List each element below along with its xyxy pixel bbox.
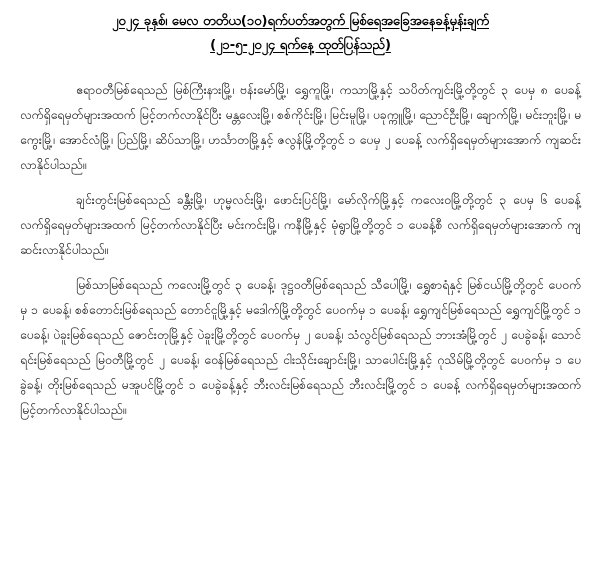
paragraph-ayeyarwady-river: ဧရာဝတီမြစ်ရေသည် မြစ်ကြီးနားမြို့၊ ဗန်းမော်မြို့၊ ရွှေကူမြို့၊ ကသာမြို့နှင့် သပိတ်ကျင်းမြို့တို့တွင် ၃ ပေမှ ၈ ပေခန့် လက်ရှိရေမှတ်များအထက် မြင့်တက်လာနိုင်ပြီး မန္တလေးမြို့၊ စစ်ကိုင်းမြို့၊ မြင်းမူမြို့၊ ပခုက္ကူမြို့၊ ညောင်ဦးမြို့၊ ချောက်မြို့၊ မင်းဘူးမြို့၊ မကွေးမြို့၊ အောင်လံမြို့၊ ပြည်မြို့၊ ဆိပ်သာမြို့၊ ဟင်္သာတမြို့နှင့် ဇလွန်မြို့တို့တွင် ၁ ပေမှ ၂ ပေခန့် လက်ရှိရေမှတ်များအောက် ကျဆင်းလာနိုင်ပါသည်။: [20, 83, 581, 172]
document-title: [20, 10, 581, 58]
paragraph-chindwin-river: ချင်းတွင်းမြစ်ရေသည် ခန္တီးမြို့၊ ဟုမ္မလင်းမြို့၊ ဖောင်းပြင်မြို့၊ မော်လိုက်မြို့နှင့် ကလေးဝမြို့တို့တွင် ၃ ပေမှ ၆ ပေခန့် လက်ရှိရေမှတ်များအထက် မြင့်တက်လာနိုင်ပြီး မင်းကင်းမြို့၊ ကနီမြို့နှင့် မုံရွာမြို့တို့တွင် ၁ ပေခန့်စီ လက်ရှိရေမှတ်များအောက် ကျဆင်းလာနိုင်ပါသည်။: [20, 193, 581, 257]
paragraph-other-rivers: မြစ်သာမြစ်ရေသည် ကလေးမြို့တွင် ၃ ပေခန့်၊ ဒုဋ္ဌဝတီမြစ်ရေသည် သီပေါမြို့၊ ရွှေစာရံနှင့် မြစ်ငယ်မြို့တို့တွင် ပေဝက်မှ ၁ ပေခန့်၊ စစ်တောင်းမြစ်ရေသည် တောင်ငူမြို့နှင့် မဒေါက်မြို့တို့တွင် ပေဝက်မှ ၁ ပေခန့်၊ ရွှေကျင်မြစ်ရေသည် ရွှေကျင်မြို့တွင် ၁ ပေခန့်၊ ပဲခူးမြစ်ရေသည် ဇောင်းတုမြို့နှင့် ပဲခူးမြို့တို့တွင် ပေဝက်မှ ၂ ပေခန့်၊ သံလွင်မြစ်ရေသည် ဘားအံမြို့တွင် ၂ ပေခွဲခန့်၊ သောင်ရင်းမြစ်ရေသည် မြဝတီမြို့တွင် ၂ ပေခန့်၊ ဝေန်မြစ်ရေသည် ငါးသိုင်းချောင်းမြို့၊ သာပေါင်းမြို့နှင့် ဂုသိမ်မြို့တို့တွင် ပေဝက်မှ ၁ ပေခွဲခန့်၊ တိုးမြစ်ရေသည် မအူပင်မြို့တွင် ၁ ပေခွဲခန့်နှင့် ဘီးလင်းမြစ်ရေသည် ဘီးလင်းမြို့တွင် ၁ ပေခန့် လက်ရှိရေမှတ်များအထက် မြင့်တက်လာနိုင်ပါသည်။: [20, 278, 581, 417]
title-line-1: ၂၀၂၄ ခုနှစ်၊ မေလ တတိယ(၁၀)ရက်ပတ်အတွက် မြစ်ရေအခြေအနေခန့်မှန်းချက်: [111, 14, 490, 29]
title-line-2: (၂၁-၅-၂၀၂၄ ရက်နေ့ ထုတ်ပြန်သည်): [210, 38, 391, 53]
